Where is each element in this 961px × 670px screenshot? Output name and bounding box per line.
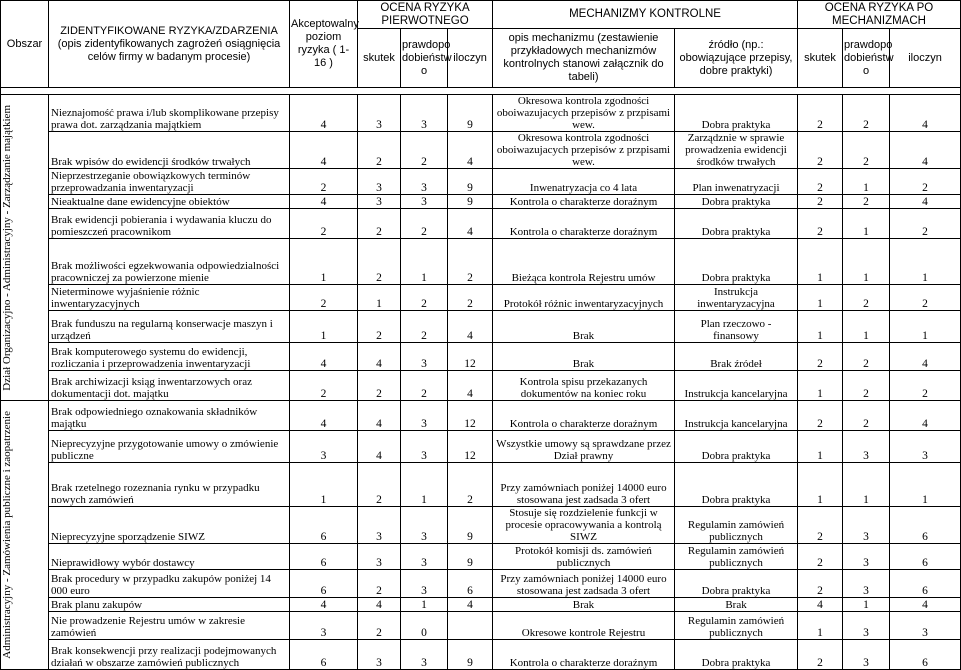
table-row	[1, 598, 961, 612]
iloczyn-before: 9	[448, 195, 493, 209]
iloczyn-before: 9	[448, 640, 493, 670]
iloczyn-before: 12	[448, 343, 493, 371]
mechanism-description: Protokół komisji ds. zamówień publicznych	[493, 544, 675, 570]
skutek-after: 1	[798, 431, 843, 463]
prawdopodobienstwo-after: 1	[843, 209, 890, 239]
iloczyn-before: 4	[448, 132, 493, 169]
skutek-before: 4	[358, 598, 401, 612]
table-row	[1, 132, 961, 169]
mechanism-description: Okresowa kontrola zgodności oboiwazujacych przepisów z przpisami wew.	[493, 132, 675, 169]
iloczyn-before: 9	[448, 169, 493, 195]
iloczyn-before: 4	[448, 311, 493, 343]
iloczyn-after: 6	[890, 544, 961, 570]
iloczyn-before	[448, 612, 493, 640]
skutek-after: 4	[798, 598, 843, 612]
header-ocena-po: OCENA RYZYKA PO MECHANIZMACH	[798, 1, 961, 29]
skutek-before: 3	[358, 640, 401, 670]
table-row	[1, 570, 961, 598]
mechanism-description: Okresowe kontrole Rejestru	[493, 612, 675, 640]
prawdopodobienstwo-after: 1	[843, 463, 890, 507]
iloczyn-after: 4	[890, 95, 961, 132]
iloczyn-after: 4	[890, 401, 961, 431]
prawdopodobienstwo-before: 3	[401, 544, 448, 570]
skutek-after: 2	[798, 401, 843, 431]
accept-level: 2	[290, 169, 358, 195]
iloczyn-after: 1	[890, 311, 961, 343]
risk-description: Brak komputerowego systemu do ewidencji, rozliczania i przeprowadzenia inwentaryzacji	[49, 343, 290, 371]
skutek-after: 2	[798, 640, 843, 670]
mechanism-description: Kontrola spisu przekazanych dokumentów na koniec roku	[493, 371, 675, 401]
mechanism-source: Regulamin zamówień publicznych	[675, 507, 798, 544]
prawdopodobienstwo-before: 3	[401, 95, 448, 132]
skutek-after: 2	[798, 507, 843, 544]
skutek-before: 2	[358, 463, 401, 507]
iloczyn-after: 1	[890, 463, 961, 507]
prawdopodobienstwo-before: 1	[401, 598, 448, 612]
iloczyn-before: 4	[448, 371, 493, 401]
mechanism-description: Kontrola o charakterze doraźnym	[493, 640, 675, 670]
mechanism-description: Kontrola o charakterze doraźnym	[493, 401, 675, 431]
risk-description: Brak funduszu na regularną konserwacje maszyn i urządzeń	[49, 311, 290, 343]
mechanism-description: Przy zamówniach poniżej 14000 euro stosowana jest zadsada 3 ofert	[493, 570, 675, 598]
mechanism-description: Kontrola o charakterze doraźnym	[493, 195, 675, 209]
skutek-after: 2	[798, 195, 843, 209]
iloczyn-after: 6	[890, 640, 961, 670]
mechanism-source: Regulamin zamówień publicznych	[675, 544, 798, 570]
skutek-before: 2	[358, 311, 401, 343]
iloczyn-before: 9	[448, 507, 493, 544]
mechanism-description: Inwenatryzacja co 4 lata	[493, 169, 675, 195]
iloczyn-after: 4	[890, 132, 961, 169]
table-row	[1, 401, 961, 431]
table-row	[1, 195, 961, 209]
mechanism-description: Brak	[493, 343, 675, 371]
skutek-before: 3	[358, 544, 401, 570]
mechanism-source: Dobra praktyka	[675, 95, 798, 132]
risk-description: Nieprecyzyjne sporządzenie SIWZ	[49, 507, 290, 544]
risk-description: Brak możliwości egzekwowania odpowiedzialności pracowniczej za powierzone mienie	[49, 239, 290, 285]
mechanism-description: Protokół różnic inwentaryzacyjnych	[493, 285, 675, 311]
section-label: Administracyjny - Zamówienia publiczne i zaopatrzenie	[1, 411, 13, 659]
mechanism-source: Instrukcja inwentaryzacyjna	[675, 285, 798, 311]
risk-description: Brak procedury w przypadku zakupów poniżej 14 000 euro	[49, 570, 290, 598]
prawdopodobienstwo-before: 1	[401, 463, 448, 507]
mechanism-description: Brak	[493, 598, 675, 612]
prawdopodobienstwo-before: 3	[401, 640, 448, 670]
prawdopodobienstwo-before: 3	[401, 343, 448, 371]
section-label-cell	[1, 401, 49, 670]
prawdopodobienstwo-before: 3	[401, 570, 448, 598]
prawdopodobienstwo-before: 3	[401, 169, 448, 195]
iloczyn-before: 9	[448, 95, 493, 132]
accept-level: 6	[290, 570, 358, 598]
skutek-before: 3	[358, 95, 401, 132]
risk-description: Nieznajomość prawa i/lub skomplikowane przepisy prawa dot. zarządzania majątkiem	[49, 95, 290, 132]
skutek-after: 1	[798, 612, 843, 640]
mechanism-source: Dobra praktyka	[675, 570, 798, 598]
accept-level: 1	[290, 239, 358, 285]
iloczyn-before: 2	[448, 285, 493, 311]
iloczyn-before: 9	[448, 544, 493, 570]
header-zrodlo: źródło (np.: obowiązujące przepisy, dobre praktyki)	[675, 29, 798, 88]
risk-table-body	[1, 88, 961, 670]
risk-description: Brak archiwizacji ksiąg inwentarzowych oraz dokumentacji dot. majątku	[49, 371, 290, 401]
mechanism-source: Plan rzeczowo - finansowy	[675, 311, 798, 343]
prawdopodobienstwo-after: 1	[843, 169, 890, 195]
header-skutek-2: skutek	[798, 29, 843, 88]
mechanism-source: Dobra praktyka	[675, 195, 798, 209]
iloczyn-before: 4	[448, 209, 493, 239]
accept-level: 4	[290, 401, 358, 431]
prawdopodobienstwo-before: 1	[401, 239, 448, 285]
prawdopodobienstwo-after: 1	[843, 239, 890, 285]
skutek-before: 3	[358, 507, 401, 544]
mechanism-source: Regulamin zamówień publicznych	[675, 612, 798, 640]
iloczyn-before: 2	[448, 463, 493, 507]
accept-level: 6	[290, 640, 358, 670]
skutek-before: 2	[358, 132, 401, 169]
prawdopodobienstwo-after: 2	[843, 195, 890, 209]
prawdopodobienstwo-after: 2	[843, 343, 890, 371]
prawdopodobienstwo-before: 3	[401, 507, 448, 544]
accept-level: 1	[290, 463, 358, 507]
mechanism-source: Dobra praktyka	[675, 431, 798, 463]
skutek-before: 3	[358, 195, 401, 209]
mechanism-source: Dobra praktyka	[675, 209, 798, 239]
skutek-before: 4	[358, 401, 401, 431]
table-row	[1, 431, 961, 463]
table-row	[1, 311, 961, 343]
skutek-before: 2	[358, 570, 401, 598]
prawdopodobienstwo-before: 0	[401, 612, 448, 640]
skutek-after: 2	[798, 132, 843, 169]
risk-description: Nieaktualne dane ewidencyjne obiektów	[49, 195, 290, 209]
iloczyn-after: 4	[890, 598, 961, 612]
skutek-before: 2	[358, 371, 401, 401]
prawdopodobienstwo-before: 3	[401, 401, 448, 431]
prawdopodobienstwo-after: 2	[843, 95, 890, 132]
header-opis-mechanizmu: opis mechanizmu (zestawienie przykładowych mechanizmów kontrolnych stanowi załącznik do tabeli)	[493, 29, 675, 88]
skutek-after: 2	[798, 544, 843, 570]
skutek-before: 2	[358, 612, 401, 640]
accept-level: 2	[290, 209, 358, 239]
prawdopodobienstwo-after: 1	[843, 311, 890, 343]
skutek-after: 1	[798, 285, 843, 311]
iloczyn-after: 2	[890, 169, 961, 195]
skutek-before: 2	[358, 239, 401, 285]
table-row	[1, 640, 961, 670]
accept-level: 1	[290, 311, 358, 343]
skutek-before: 4	[358, 343, 401, 371]
iloczyn-after: 2	[890, 285, 961, 311]
prawdopodobienstwo-after: 2	[843, 285, 890, 311]
accept-level: 4	[290, 132, 358, 169]
accept-level: 6	[290, 544, 358, 570]
header-akceptowalny: Akceptowalny poziom ryzyka ( 1- 16 )	[290, 1, 358, 88]
iloczyn-after: 2	[890, 209, 961, 239]
accept-level: 2	[290, 371, 358, 401]
table-row	[1, 507, 961, 544]
table-row	[1, 544, 961, 570]
prawdopodobienstwo-after: 3	[843, 507, 890, 544]
risk-description: Brak rzetelnego rozeznania rynku w przypadku nowych zamówień	[49, 463, 290, 507]
prawdopodobienstwo-after: 3	[843, 612, 890, 640]
prawdopodobienstwo-after: 3	[843, 570, 890, 598]
prawdopodobienstwo-after: 2	[843, 371, 890, 401]
risk-description: Brak konsekwencji przy realizacji podejmowanych działań w obszarze zamówień publicznych	[49, 640, 290, 670]
prawdopodobienstwo-after: 2	[843, 401, 890, 431]
mechanism-description: Okresowa kontrola zgodności oboiwazujacych przepisów z przpisami wew.	[493, 95, 675, 132]
prawdopodobienstwo-after: 3	[843, 640, 890, 670]
iloczyn-before: 2	[448, 239, 493, 285]
table-row	[1, 169, 961, 195]
mechanism-source: Plan inwenatryzacji	[675, 169, 798, 195]
header-prawdopodobienstwo-1: prawdopo dobieństw o	[401, 29, 448, 88]
skutek-after: 2	[798, 343, 843, 371]
skutek-after: 1	[798, 463, 843, 507]
table-row	[1, 612, 961, 640]
header-skutek-1: skutek	[358, 29, 401, 88]
accept-level: 4	[290, 95, 358, 132]
risk-description: Nieterminowe wyjaśnienie różnic inwentaryzacyjnych	[49, 285, 290, 311]
mechanism-source: Instrukcja kancelaryjna	[675, 371, 798, 401]
prawdopodobienstwo-before: 2	[401, 311, 448, 343]
iloczyn-after: 3	[890, 431, 961, 463]
table-row	[1, 371, 961, 401]
skutek-after: 2	[798, 570, 843, 598]
header-iloczyn-2: iloczyn	[890, 29, 961, 88]
prawdopodobienstwo-before: 3	[401, 431, 448, 463]
mechanism-source: Dobra praktyka	[675, 239, 798, 285]
risk-description: Brak wpisów do ewidencji środków trwałych	[49, 132, 290, 169]
mechanism-description: Stosuje się rozdzielenie funkcji w procesie opracowywania a kontrolą SIWZ	[493, 507, 675, 544]
skutek-before: 1	[358, 285, 401, 311]
section-label-cell	[1, 95, 49, 401]
prawdopodobienstwo-after: 1	[843, 598, 890, 612]
iloczyn-before: 6	[448, 570, 493, 598]
mechanism-source: Dobra praktyka	[675, 640, 798, 670]
table-row	[1, 95, 961, 132]
iloczyn-before: 12	[448, 401, 493, 431]
iloczyn-after: 3	[890, 612, 961, 640]
iloczyn-before: 12	[448, 431, 493, 463]
prawdopodobienstwo-before: 2	[401, 285, 448, 311]
iloczyn-after: 4	[890, 195, 961, 209]
skutek-after: 2	[798, 169, 843, 195]
skutek-after: 1	[798, 371, 843, 401]
mechanism-source: Instrukcja kancelaryjna	[675, 401, 798, 431]
accept-level: 4	[290, 195, 358, 209]
risk-description: Nie prowadzenie Rejestru umów w zakresie zamówień	[49, 612, 290, 640]
table-row	[1, 343, 961, 371]
accept-level: 3	[290, 431, 358, 463]
risk-description: Brak ewidencji pobierania i wydawania kluczu do pomieszczeń pracownikom	[49, 209, 290, 239]
iloczyn-after: 6	[890, 570, 961, 598]
mechanism-description: Przy zamówniach poniżej 14000 euro stosowana jest zadsada 3 ofert	[493, 463, 675, 507]
skutek-after: 2	[798, 209, 843, 239]
iloczyn-after: 6	[890, 507, 961, 544]
prawdopodobienstwo-before: 2	[401, 209, 448, 239]
section-label: Dział Organizacyjno - Administracyjny - Zarządzanie majątkiem	[1, 104, 13, 391]
header-ocena-pierwotne: OCENA RYZYKA PIERWOTNEGO	[358, 1, 493, 29]
prawdopodobienstwo-before: 3	[401, 195, 448, 209]
skutek-before: 4	[358, 431, 401, 463]
accept-level: 3	[290, 612, 358, 640]
prawdopodobienstwo-before: 2	[401, 371, 448, 401]
mechanism-source: Brak	[675, 598, 798, 612]
risk-description: Brak planu zakupów	[49, 598, 290, 612]
prawdopodobienstwo-after: 2	[843, 132, 890, 169]
accept-level: 4	[290, 343, 358, 371]
prawdopodobienstwo-before: 2	[401, 132, 448, 169]
iloczyn-before: 4	[448, 598, 493, 612]
table-row	[1, 285, 961, 311]
skutek-before: 3	[358, 169, 401, 195]
risk-description: Brak odpowiedniego oznakowania składników majątku	[49, 401, 290, 431]
skutek-after: 1	[798, 311, 843, 343]
prawdopodobienstwo-after: 3	[843, 431, 890, 463]
skutek-after: 1	[798, 239, 843, 285]
mechanism-description: Kontrola o charakterze doraźnym	[493, 209, 675, 239]
header-obszar: Obszar	[1, 1, 49, 88]
mechanism-description: Bieżąca kontrola Rejestru umów	[493, 239, 675, 285]
iloczyn-after: 4	[890, 343, 961, 371]
accept-level: 4	[290, 598, 358, 612]
header-mechanizmy: MECHANIZMY KONTROLNE	[493, 1, 798, 29]
table-row	[1, 209, 961, 239]
accept-level: 6	[290, 507, 358, 544]
iloczyn-after: 2	[890, 371, 961, 401]
risk-description: Nieprawidłowy wybór dostawcy	[49, 544, 290, 570]
header-prawdopodobienstwo-2: prawdopo dobieństw o	[843, 29, 890, 88]
risk-description: Nieprzestrzeganie obowiązkowych terminów przeprowadzania inwentaryzacji	[49, 169, 290, 195]
risk-description: Nieprecyzyjne przygotowanie umowy o zmówienie publiczne	[49, 431, 290, 463]
prawdopodobienstwo-after: 3	[843, 544, 890, 570]
accept-level: 2	[290, 285, 358, 311]
skutek-after: 2	[798, 95, 843, 132]
table-row	[1, 239, 961, 285]
table-row	[1, 463, 961, 507]
mechanism-description: Brak	[493, 311, 675, 343]
header-zidentyfikowane: ZIDENTYFIKOWANE RYZYKA/ZDARZENIA (opis zidentyfikowanych zagrożeń osiągnięcia celów firmy w badanym procesie)	[49, 1, 290, 88]
mechanism-source: Dobra praktyka	[675, 463, 798, 507]
iloczyn-after: 1	[890, 239, 961, 285]
header-iloczyn-1: iloczyn	[448, 29, 493, 88]
skutek-before: 2	[358, 209, 401, 239]
mechanism-description: Wszystkie umowy są sprawdzane przez Dział prawny	[493, 431, 675, 463]
mechanism-source: Brak źródeł	[675, 343, 798, 371]
mechanism-source: Zarządznie w sprawie prowadzenia ewidencji środków trwałych	[675, 132, 798, 169]
